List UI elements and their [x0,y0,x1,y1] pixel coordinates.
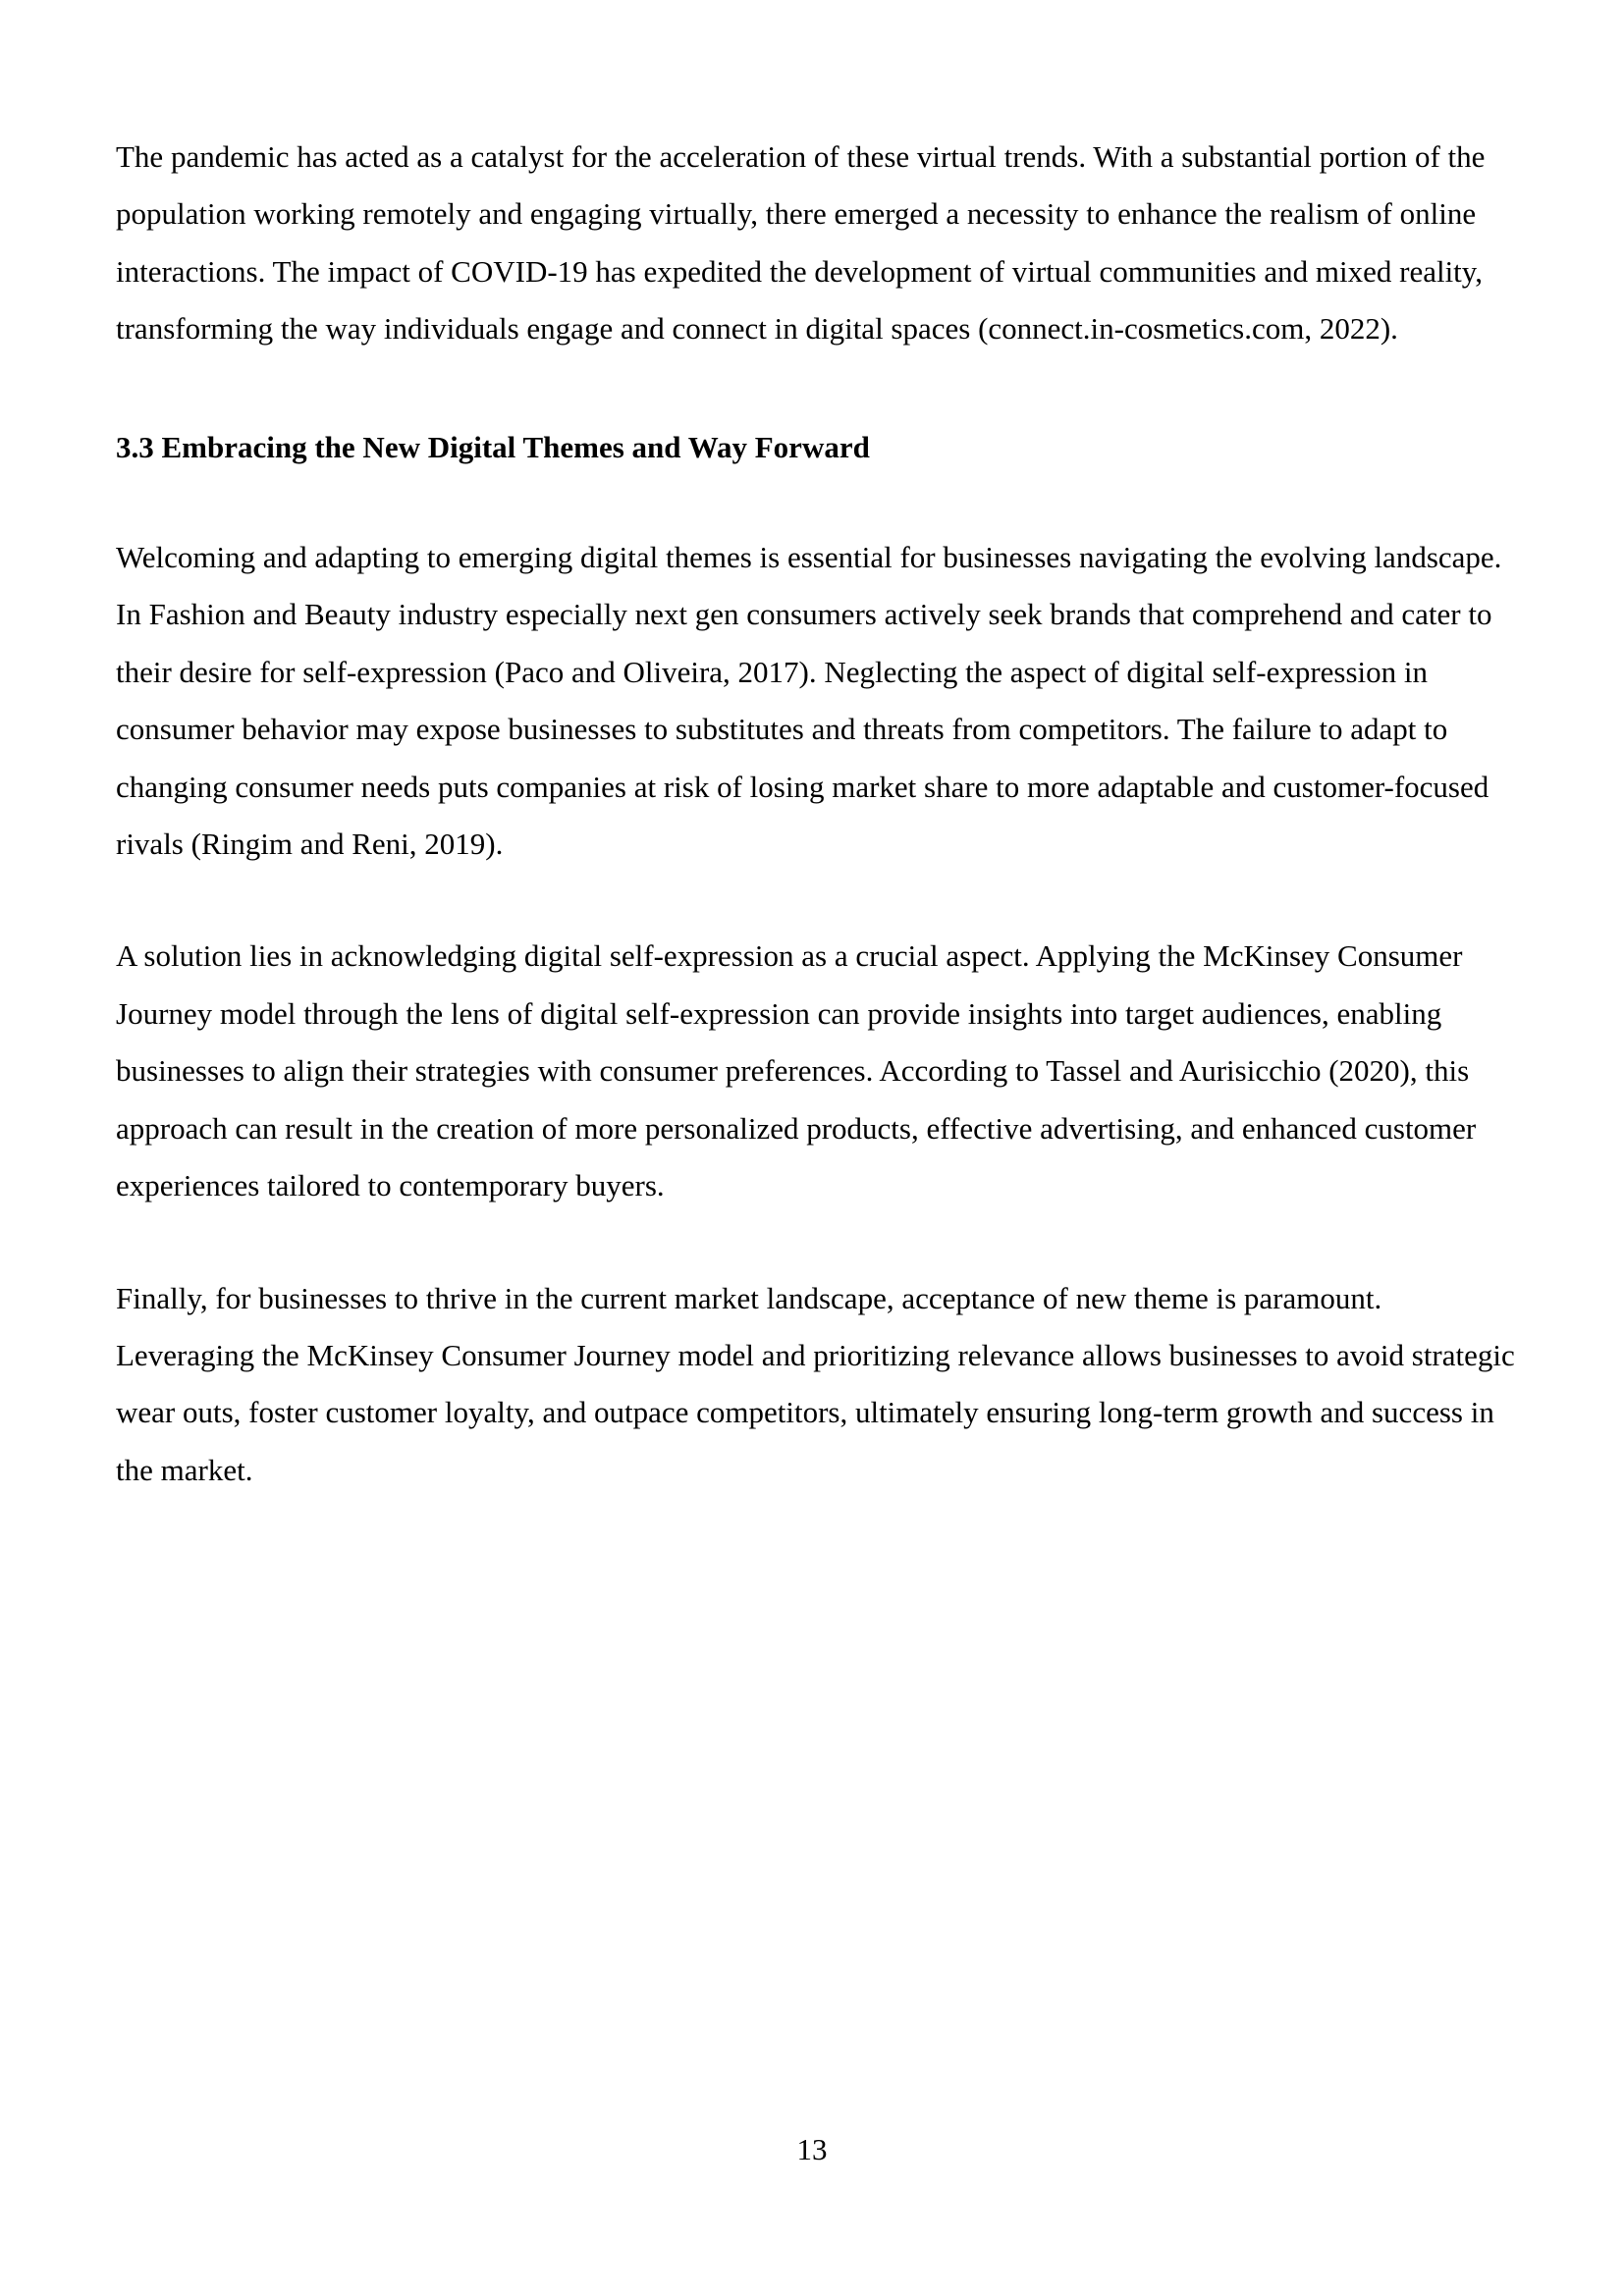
paragraph-conclusion: Finally, for businesses to thrive in the current market landscape, acceptance of new theme is paramount. Leveraging the McKinsey Consumer Journey model and prioritizing relevance allows businesses to avoid strategic wear outs, foster customer loyalty, and outpace competitors, ultimately ensuring long-term growth and success in the market. [116,1280,1515,1487]
page-content [116,129,1520,1499]
section-heading: 3.3 Embracing the New Digital Themes and Way Forward [116,429,870,464]
paragraph-digital-themes: Welcoming and adapting to emerging digital themes is essential for businesses navigating the evolving landscape. In Fashion and Beauty industry especially next gen consumers actively seek brands that comprehend and cater to their desire for self-expression (Paco and Oliveira, 2017). Neglecting the aspect of digital self-expression in consumer behavior may expose businesses to substitutes and threats from competitors. The failure to adapt to changing consumer needs puts companies at risk of losing market share to more adaptable and customer-focused rivals (Ringim and Reni, 2019). [116,540,1502,862]
paragraph-solution: A solution lies in acknowledging digital self-expression as a crucial aspect. Applying the McKinsey Consumer Journey model through the lens of digital self-expression can provide insights into target audiences, enabling businesses to align their strategies with consumer preferences. According to Tassel and Aurisicchio (2020), this approach can result in the creation of more personalized products, effective advertising, and enhanced customer experiences tailored to contemporary buyers. [116,938,1477,1203]
page-number: 13 [796,2132,828,2166]
paragraph-virtual-trends: The pandemic has acted as a catalyst for the acceleration of these virtual trends. With a substantial portion of the population working remotely and engaging virtually, there emerged a necessity to enhance the realism of online interactions. The impact of COVID-19 has expedited the development of virtual communities and mixed reality, transforming the way individuals engage and connect in digital spaces (connect.in-cosmetics.com, 2022). [116,139,1486,347]
